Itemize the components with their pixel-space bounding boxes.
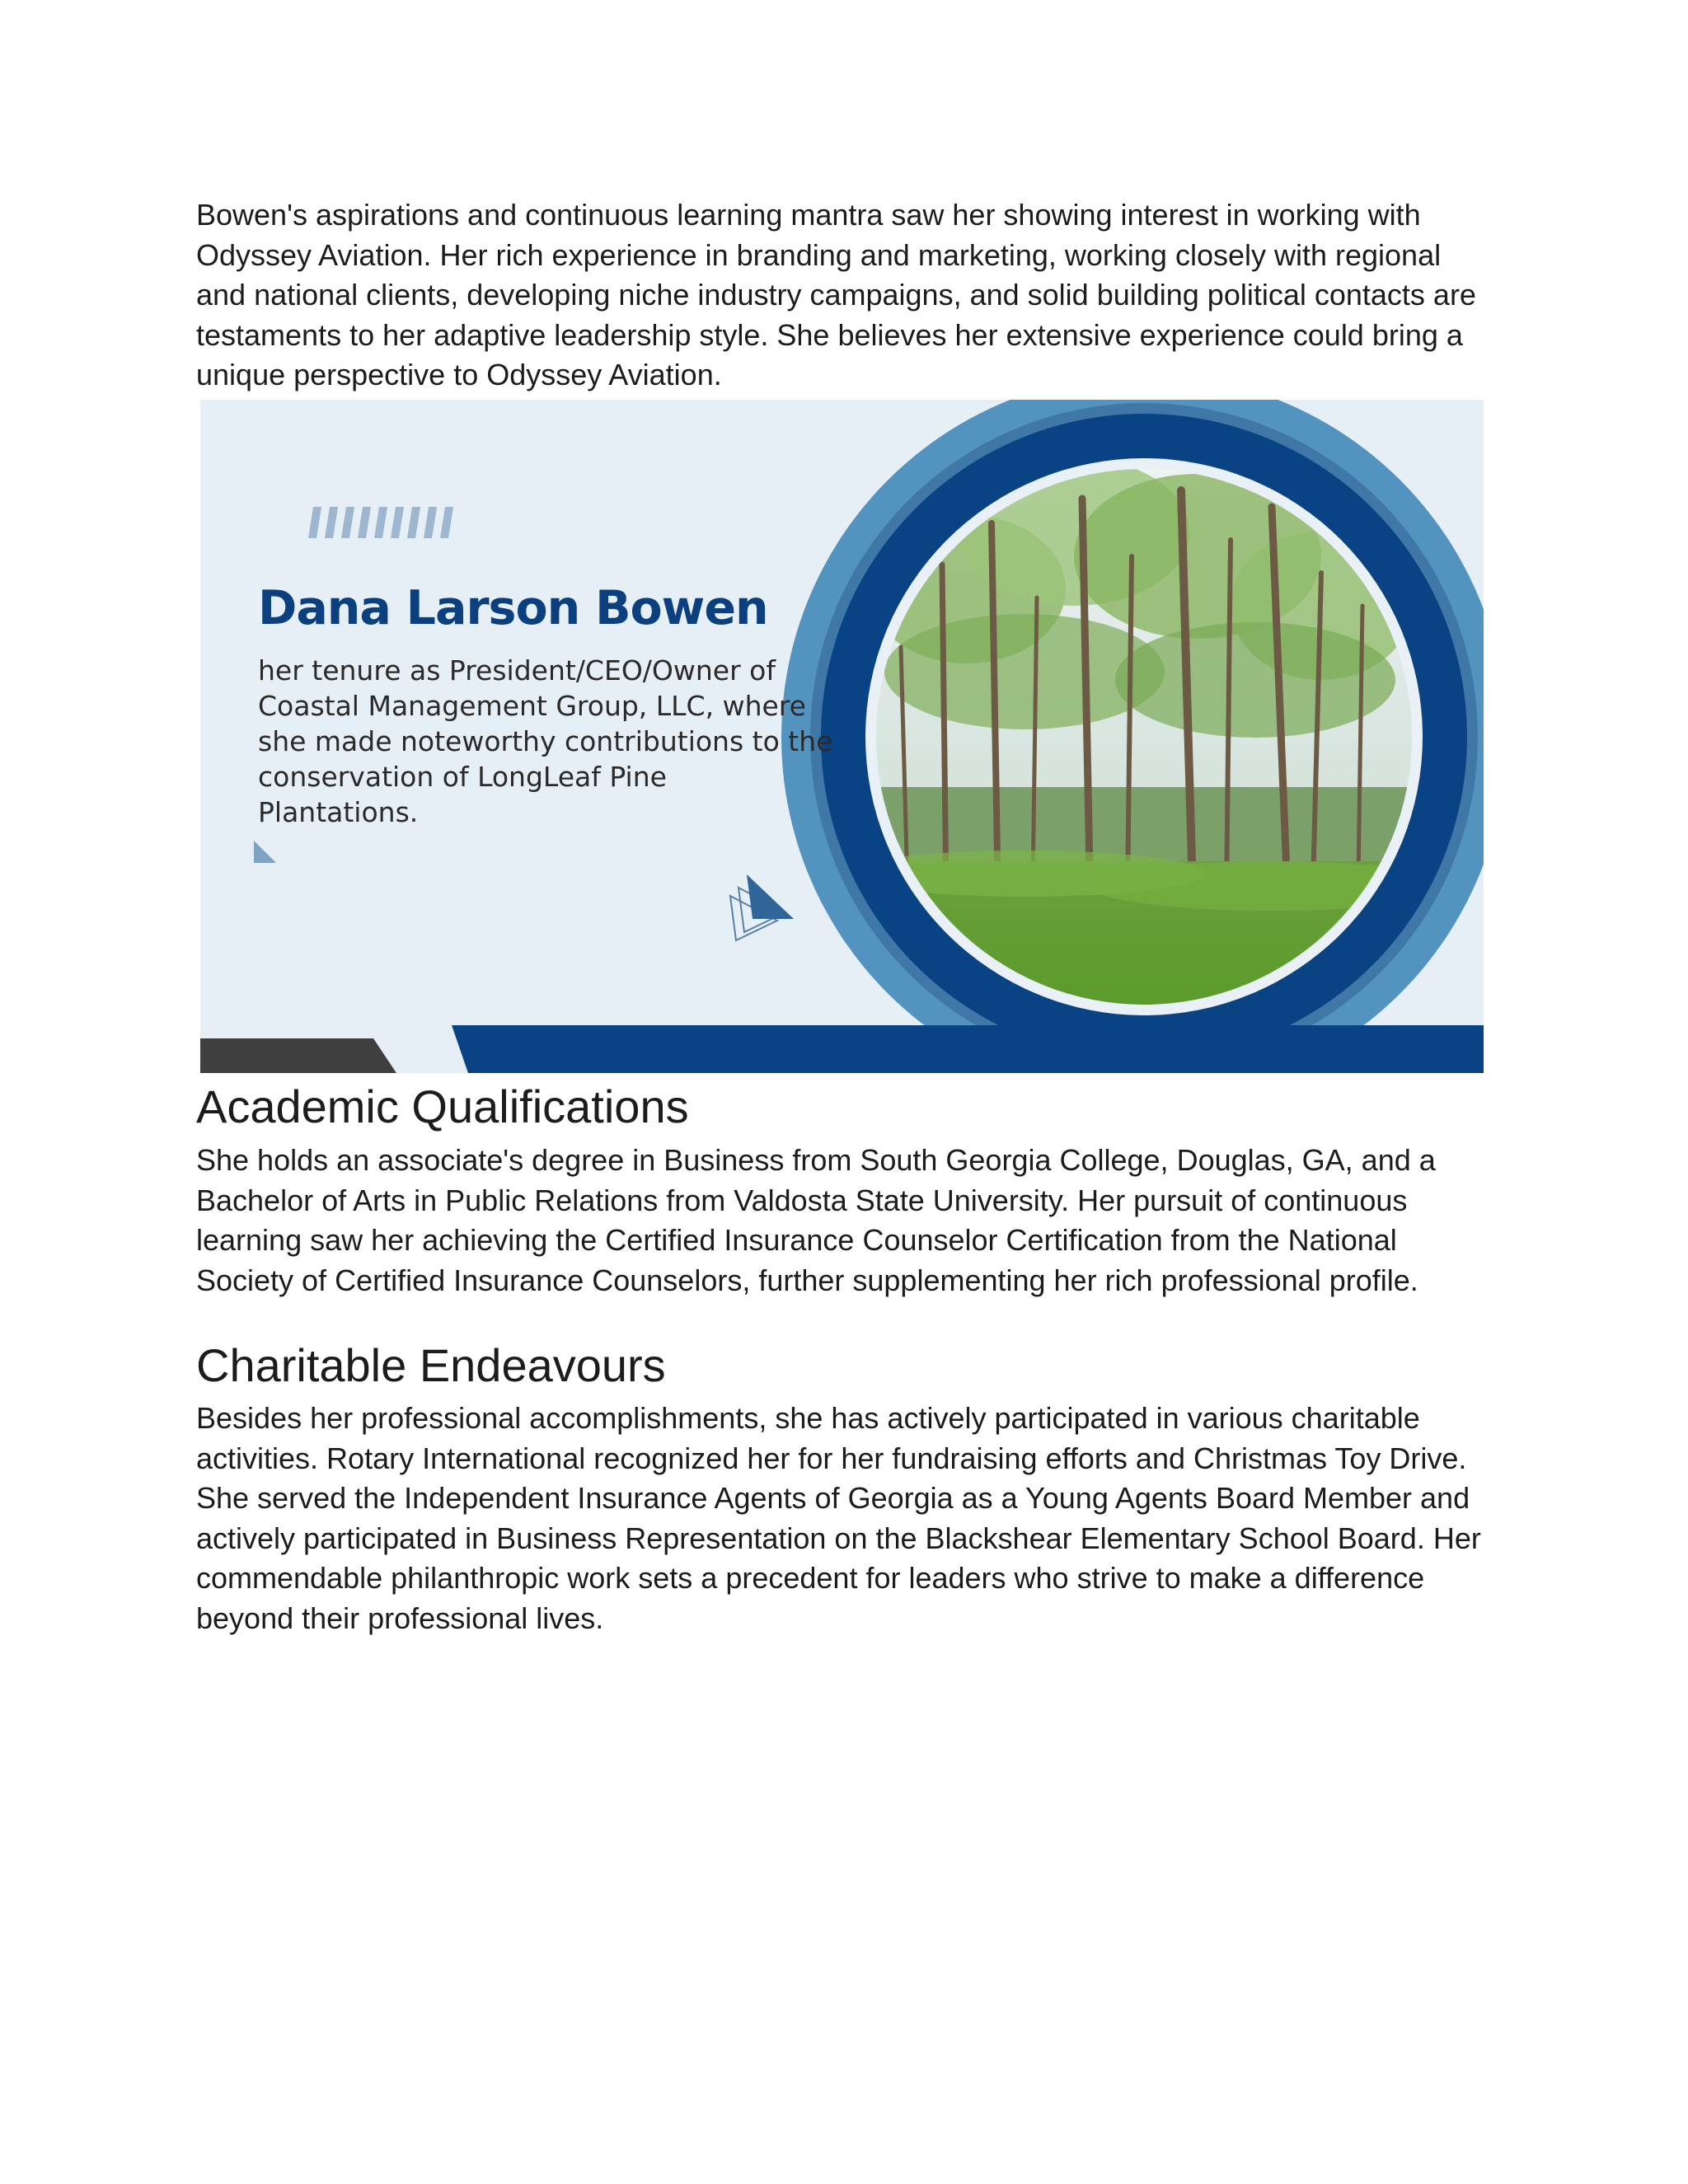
bottom-band bbox=[452, 1025, 1484, 1073]
section-heading-academic: Academic Qualifications bbox=[196, 1080, 689, 1132]
section-body-charitable: Besides her professional accomplishments, she has actively participated in various charitable activities. Rotary International recognized her for her fundraising efforts and Christmas Toy Drive. She served the Independent Insurance Agents of Georgia as a Young Agents Board Member and actively participated in Business Representation on the Blackshear Elementary School Board. Her commendable philanthropic work sets a precedent for leaders who strive to make a difference beyond their professional lives. bbox=[196, 1401, 1481, 1635]
dark-corner-strip bbox=[200, 1038, 396, 1073]
intro-paragraph: Bowen's aspirations and continuous learning mantra saw her showing interest in working with Odyssey Aviation. Her rich experience in branding and marketing, working closely with regional and national clients, developing niche industry campaigns, and solid building political contacts are testaments to her adaptive leadership style. She believes her extensive experience could bring a unique perspective to Odyssey Aviation. bbox=[196, 198, 1476, 391]
decorative-slashes bbox=[308, 507, 453, 538]
section-heading-charitable: Charitable Endeavours bbox=[196, 1339, 666, 1391]
section-body-academic: She holds an associate's degree in Business from South Georgia College, Douglas, GA, and a Bachelor of Arts in Public Relations from Valdosta State University. Her pursuit of continuous learning saw her achieving the Certified Insurance Counselor Certification from the National Society of Certified Insurance Counselors, further supplementing her rich professional profile. bbox=[196, 1143, 1436, 1297]
banner-description: her tenure as President/CEO/Owner of Coastal Management Group, LLC, where she made noteworthy contributions to the conservation of LongLeaf Pine Plantations. bbox=[258, 654, 833, 828]
banner-name: Dana Larson Bowen bbox=[258, 581, 768, 635]
profile-banner-image bbox=[200, 400, 1484, 1073]
